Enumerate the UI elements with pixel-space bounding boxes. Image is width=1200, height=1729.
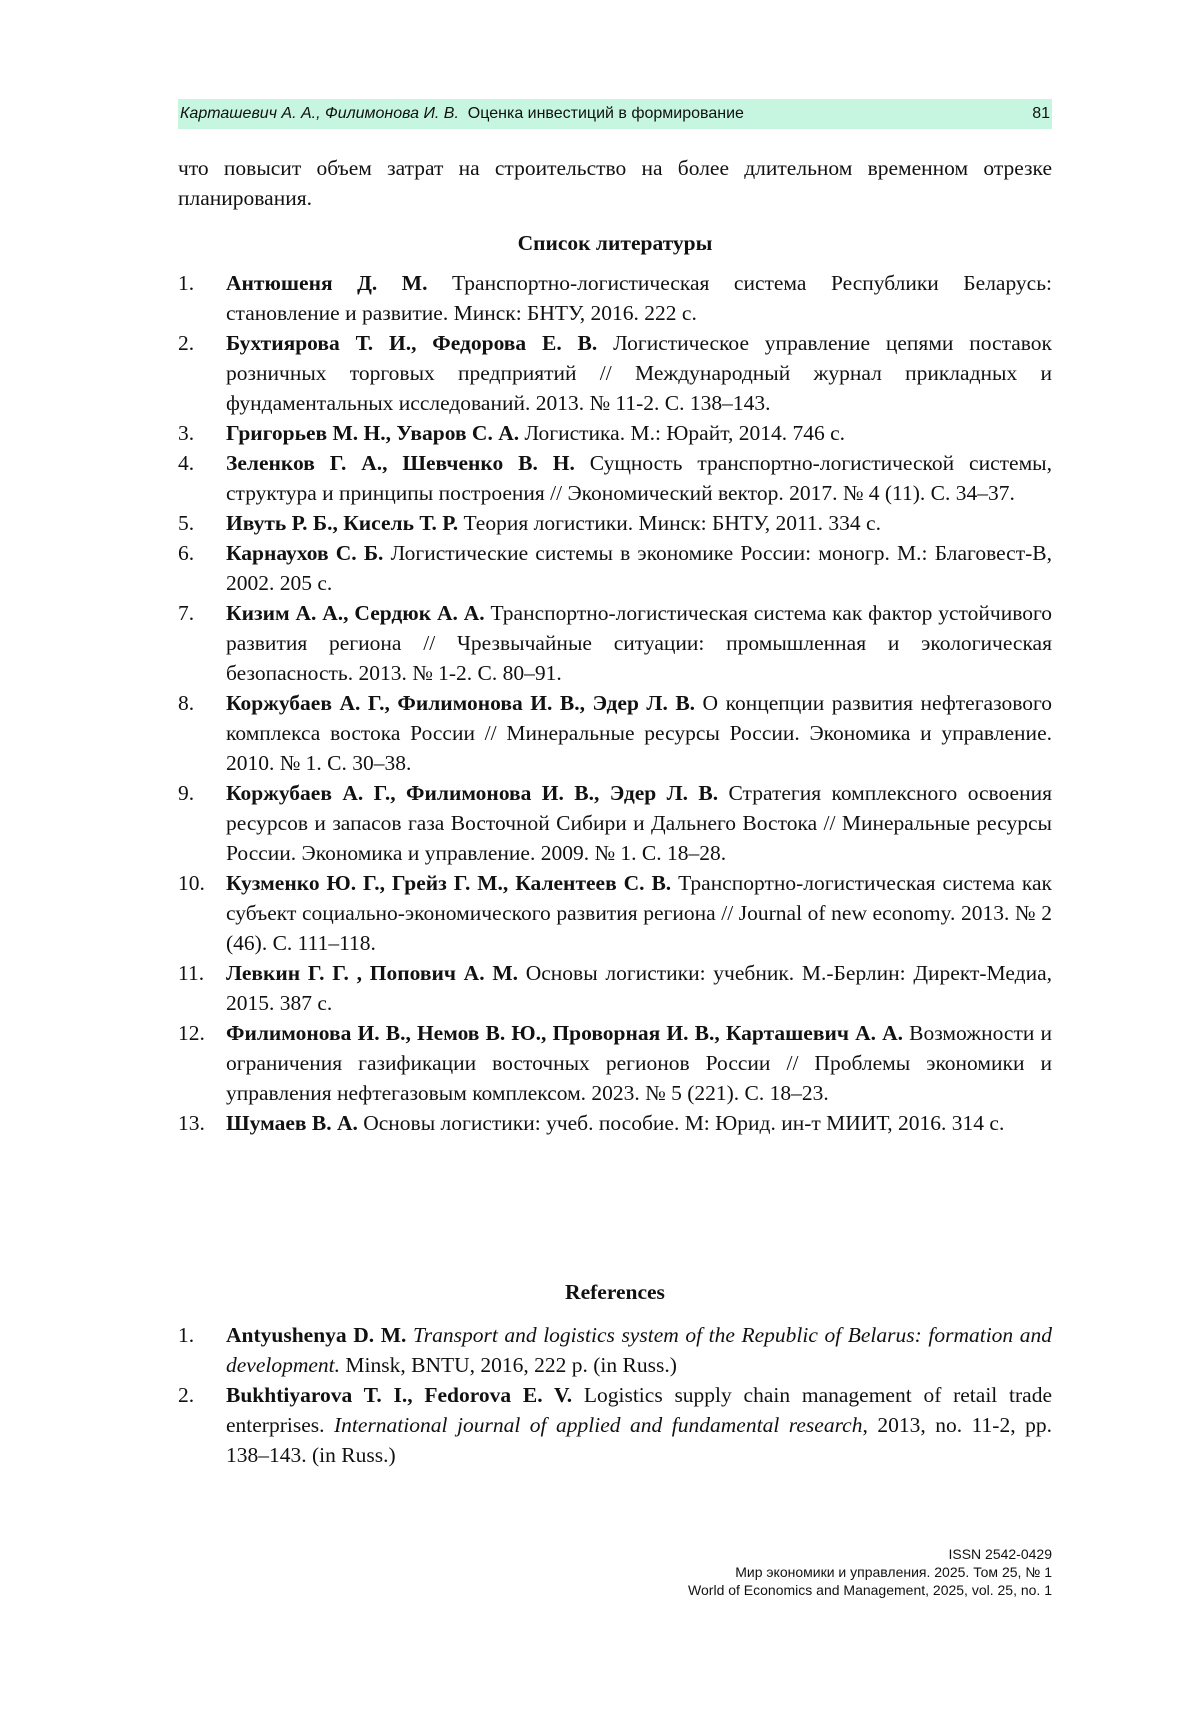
bib-text: Транспортно-логистическая система как фактор устойчивого развития региона // Чрезвычайные ситуации: промышленная и экологическая безопасность. 2013. № 1-2. С. 80–91.	[226, 601, 1052, 685]
bib-item-8	[178, 688, 1052, 778]
bib-text: Логистическое управление цепями поставок розничных торговых предприятий // Международный журнал прикладных и фундаментальных исследований. 2013. № 11-2. С. 138–143.	[226, 331, 1052, 415]
bib-number: 1.	[178, 271, 195, 295]
bib-number: 8.	[178, 691, 195, 715]
footer-journal-en: World of Economics and Management, 2025, vol. 25, no. 1	[688, 1582, 1052, 1598]
bib-number: 4.	[178, 451, 195, 475]
ref-text: , 2013, no. 11-2, pp. 138–143. (in Russ.)	[226, 1413, 1052, 1467]
header-title: Оценка инвестиций в формирование	[467, 105, 744, 122]
bib-number: 12.	[178, 1021, 205, 1045]
bibliography-heading: Список литературы	[517, 231, 713, 255]
bib-number: 2.	[178, 331, 195, 355]
bib-text: Основы логистики: учебник. М.-Берлин: Директ-Медиа, 2015. 387 с.	[226, 961, 1052, 1015]
bib-authors: Бухтиярова Т. И., Федорова Е. В.	[226, 331, 598, 355]
ref-number: 2.	[178, 1383, 195, 1407]
bib-number: 10.	[178, 871, 205, 895]
bib-authors: Коржубаев А. Г., Филимонова И. В., Эдер Л. В.	[226, 691, 696, 715]
header-citation	[180, 99, 744, 129]
bibliography-list	[178, 268, 1052, 1138]
bib-number: 6.	[178, 541, 195, 565]
bib-authors: Коржубаев А. Г., Филимонова И. В., Эдер Л. В.	[226, 781, 719, 805]
ref-authors: Bukhtiyarova T. I., Fedorova E. V.	[226, 1383, 573, 1407]
bib-item-9	[178, 778, 1052, 868]
bib-authors: Филимонова И. В., Немов В. Ю., Проворная И. В., Карташевич А. А.	[226, 1021, 904, 1045]
bib-authors: Карнаухов С. Б.	[226, 541, 384, 565]
footer-issn: ISSN 2542-0429	[948, 1546, 1052, 1562]
bib-item-1	[178, 268, 1052, 328]
running-header	[178, 99, 1052, 129]
bib-item-11	[178, 958, 1052, 1018]
bib-text: Теория логистики. Минск: БНТУ, 2011. 334 с.	[458, 511, 881, 535]
bib-text: Основы логистики: учеб. пособие. М: Юрид. ин-т МИИТ, 2016. 314 с.	[357, 1111, 1005, 1135]
ref-journal: International journal of applied and fundamental research	[334, 1413, 863, 1437]
ref-item-2	[178, 1380, 1052, 1470]
bib-text: Транспортно-логистическая система Республики Беларусь: становление и развитие. Минск: БНТУ, 2016. 222 с.	[226, 271, 1052, 325]
bib-text: Стратегия комплексного освоения ресурсов и запасов газа Восточной Сибири и Дальнего Востока // Минеральные ресурсы России. Экономика и управление. 2009. № 1. С. 18–28.	[226, 781, 1052, 865]
bib-authors: Кизим А. А., Сердюк А. А.	[226, 601, 485, 625]
bib-number: 7.	[178, 601, 195, 625]
bib-text: О концепции развития нефтегазового комплекса востока России // Минеральные ресурсы России. Экономика и управление. 2010. № 1. С. 30–38.	[226, 691, 1052, 775]
bib-text: Возможности и ограничения газификации восточных регионов России // Проблемы экономики и управления нефтегазовым комплексом. 2023. № 5 (221). С. 18–23.	[226, 1021, 1052, 1105]
bib-item-5	[178, 508, 1052, 538]
ref-item-1	[178, 1320, 1052, 1380]
continuation-paragraph: что повысит объем затрат на строительство на более длительном временном отрезке планирования.	[178, 156, 1052, 210]
bib-item-2	[178, 328, 1052, 418]
ref-text-pre: Logistics supply chain management of retail trade enterprises.	[226, 1383, 1052, 1437]
bib-authors: Зеленков Г. А., Шевченко В. Н.	[226, 451, 575, 475]
references-list	[178, 1320, 1052, 1470]
bib-number: 3.	[178, 421, 195, 445]
bib-item-12	[178, 1018, 1052, 1108]
bib-number: 11.	[178, 961, 205, 985]
bib-number: 9.	[178, 781, 195, 805]
bib-item-13	[178, 1108, 1052, 1138]
bib-item-10	[178, 868, 1052, 958]
bib-item-4	[178, 448, 1052, 508]
ref-text: Minsk, BNTU, 2016, 222 p. (in Russ.)	[340, 1353, 677, 1377]
bib-text: Логистические системы в экономике России: моногр. М.: Благовест-В, 2002. 205 с.	[226, 541, 1052, 595]
header-authors: Карташевич А. А., Филимонова И. В.	[180, 105, 459, 122]
bib-item-6	[178, 538, 1052, 598]
ref-title: Transport and logistics system of the Republic of Belarus: formation and development.	[226, 1323, 1052, 1377]
page-footer	[688, 1545, 1052, 1599]
bib-authors: Антюшеня Д. М.	[226, 271, 428, 295]
bib-authors: Кузменко Ю. Г., Грейз Г. М., Калентеев С. В.	[226, 871, 672, 895]
ref-authors: Antyushenya D. M.	[226, 1323, 407, 1347]
footer-journal-ru: Мир экономики и управления. 2025. Том 25, № 1	[735, 1564, 1052, 1580]
bib-number: 5.	[178, 511, 195, 535]
bib-item-7	[178, 598, 1052, 688]
bib-item-3	[178, 418, 1052, 448]
bib-text: Транспортно-логистическая система как субъект социально-экономического развития региона // Journal of new economy. 2013. № 2 (46). С. 111–118.	[226, 871, 1052, 955]
bib-authors: Ивуть Р. Б., Кисель Т. Р.	[226, 511, 459, 535]
ref-number: 1.	[178, 1323, 195, 1347]
bib-authors: Григорьев М. Н., Уваров С. А.	[226, 421, 520, 445]
bib-number: 13.	[178, 1111, 205, 1135]
bib-authors: Шумаев В. А.	[226, 1111, 358, 1135]
references-heading: References	[565, 1280, 665, 1304]
bib-text: Логистика. М.: Юрайт, 2014. 746 с.	[519, 421, 846, 445]
bib-authors: Левкин Г. Г. , Попович А. М.	[226, 961, 518, 985]
page-number: 81	[1032, 105, 1050, 122]
bib-text: Сущность транспортно-логистической системы, структура и принципы построения // Экономический вектор. 2017. № 4 (11). С. 34–37.	[226, 451, 1052, 505]
